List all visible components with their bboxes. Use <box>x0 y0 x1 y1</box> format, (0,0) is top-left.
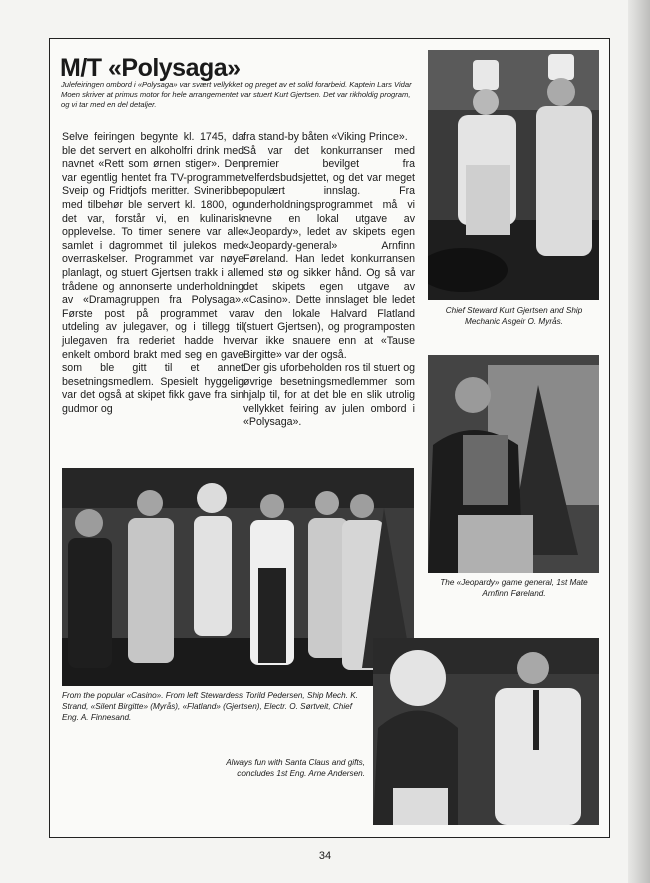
column2-paragraph-2: Så var det konkurranser med premier bevilget fra velferdsbudsjettet, og det var meget populært innslag. Fra underholdningsprogrammet må vi nevne en lokal utgave av «Jeopardy», ledet av skipets egen «Jeopardy-general» Arnfinn Føreland. Han ledet konkurransen med stø og sikker hånd. Og så var det skipets egen utgave av «Casino». Dette innslaget ble ledet av den lokale Halvard Flatland (stuert Gjertsen), og programposten var ikke snauere enn at «Tause Birgitte» var der også. <box>243 144 415 361</box>
article-intro: Julefeiringen ombord i «Polysaga» var svært vellykket og preget av et solid forarbeid. Kaptein Lars Vidar Moen skriver at primus motor for hele arrangementet var stuert Kurt Gjertsen. Det var rikholdig program, og vi tar med en del detaljer. <box>61 80 412 109</box>
column2-paragraph-3: Der gis uforbeholden ros til stuert og øvrige besetningsmedlemmer som hjalp til, for at det ble en slik utrolig vellykket feiring av julen ombord i «Polysaga». <box>243 362 415 429</box>
photo-jeopardy-general <box>428 355 599 573</box>
page-edge-shadow <box>628 0 650 883</box>
caption-chefs: Chief Steward Kurt Gjertsen and Ship Mechanic Asgeir O. Myrås. <box>445 306 583 326</box>
caption-santa: Always fun with Santa Claus and gifts, concludes 1st Eng. Arne Andersen. <box>226 758 365 778</box>
caption-casino: From the popular «Casino». From left Stewardess Torild Pedersen, Ship Mech. K. Strand, «Silent Birgitte» (Myrås), «Flatland» (Gjertsen), Electr. O. Sørtveit, Chief Eng. A. Finnesand. <box>62 691 358 722</box>
photo-chefs <box>428 50 599 300</box>
column2-paragraph-1: fra stand-by båten «Viking Prince». <box>243 131 408 143</box>
article-title: M/T «Polysaga» <box>60 54 241 82</box>
article-column-2 <box>243 131 415 430</box>
page-number: 34 <box>318 850 332 862</box>
article-column-1 <box>62 131 244 416</box>
column1-text: Selve feiringen begynte kl. 1745, da ble det servert en alkoholfri drink med navnet «Rett som ørnen stiger». Den var egentlig hentet fra TV-programmet Sveip og Fridtjofs meritter. Svineribbe med tilbehør ble servert kl. 1800, og det var, forstår vi, en kulinarisk opplevelse. To timer senere var alle samlet i dagrommet til julekos med overraskelser. Programmet var nøye planlagt, og stuert Gjertsen trakk i alle trådene og annonserte underholdning av «Dramagruppen fra Polysaga». Første post på programmet var utdeling av julegaver, og i tillegg til julegaven fra rederiet hadde hver enkelt ombord brakt med seg en gave som ble gitt til et annet besetningsmedlem. Spesielt hyggelig var det også at skipet fikk gave fra sin gudmor og <box>62 131 244 415</box>
photo-casino-group <box>62 468 414 686</box>
caption-jeopardy: The «Jeopardy» game general, 1st Mate Arnfinn Føreland. <box>440 578 588 598</box>
photo-santa-claus <box>373 638 599 825</box>
